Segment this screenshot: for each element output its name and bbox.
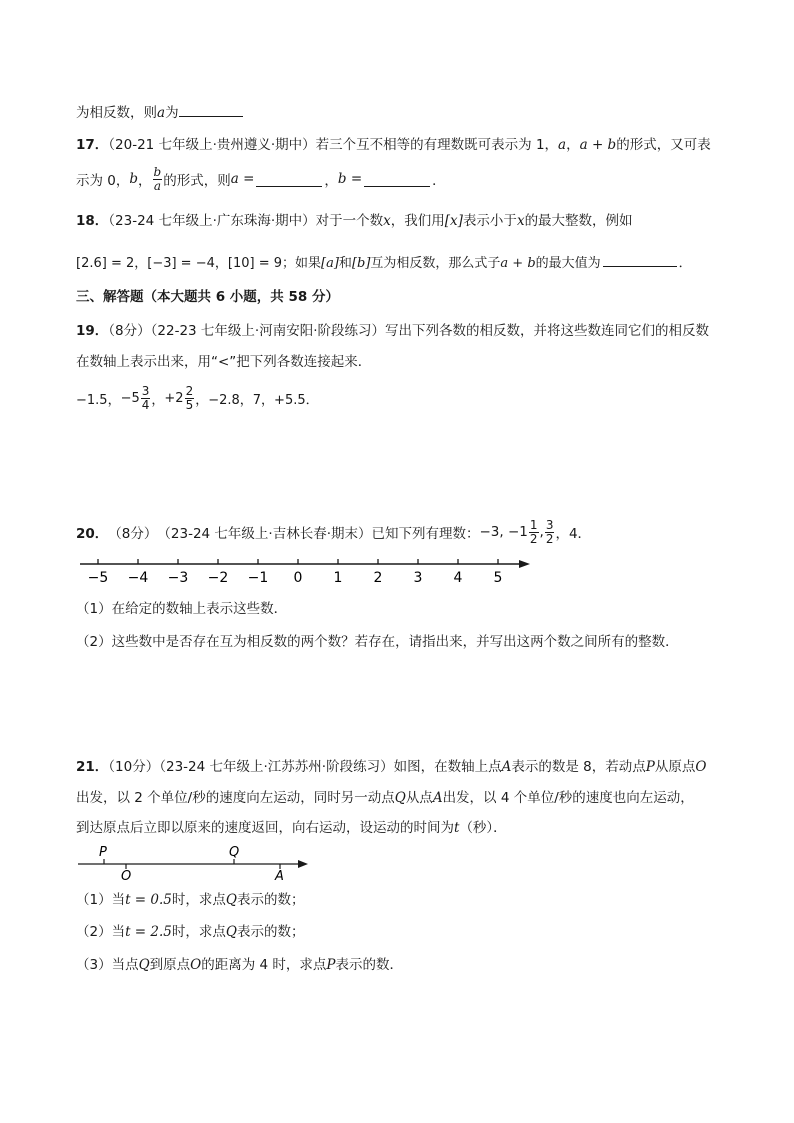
q21-label-a: A	[275, 869, 284, 884]
q17-text2: 的形式，又可表	[616, 137, 711, 153]
q20-tick-label: 2	[373, 570, 383, 586]
q20-tick-label: 5	[493, 570, 503, 586]
q19-numbers	[76, 381, 319, 415]
q19-number: 19．	[76, 323, 109, 339]
q19-line1	[76, 321, 709, 341]
q21-line1	[76, 757, 706, 777]
q20-source: （23-24 七年级上·吉林长春·期末）	[157, 526, 372, 542]
q17-text: 若三个互不相等的有理数既可表示为 1，	[315, 137, 559, 153]
q21-point-o: O	[695, 759, 707, 775]
q19-mixed-num3	[164, 385, 195, 412]
q21-number: 21．	[76, 759, 109, 775]
q20-tick-label: 4	[453, 570, 463, 586]
q16-tail	[76, 102, 243, 123]
q21-sub2-post2: 表示的数；	[236, 924, 305, 940]
q19-score: （8分）	[108, 323, 151, 339]
q21-label-o: O	[121, 869, 132, 884]
q17-blank-a[interactable]	[256, 172, 322, 187]
q17-blank-b[interactable]	[364, 172, 430, 187]
q20-sub1: （1）在给定的数轴上表示这些数．	[76, 601, 288, 617]
q19-num3-frac	[185, 385, 195, 412]
q20-text: 已知下列有理数：	[371, 526, 480, 542]
q21-sub1-pre: （1）当	[76, 892, 126, 908]
q18-text5: ；如果	[282, 256, 322, 271]
q18-text4: 的最大整数，例如	[524, 213, 633, 229]
q21-sub3-mid2: 的距离为 4 时，求点	[201, 957, 327, 973]
q18-text2: ，我们用	[390, 213, 445, 229]
q21-point-a2: A	[432, 790, 443, 806]
q21-text1b: 表示的数是 8，若动点	[511, 759, 646, 775]
q17-fraction-b-over-a	[153, 166, 163, 193]
q20-line1	[76, 515, 591, 549]
q18-bracket-a: [a]	[321, 256, 339, 271]
q19-line2: 在数轴上表示出来，用“<”把下列各数连接起来．	[76, 354, 372, 370]
q20-tick-label: −5	[87, 570, 109, 586]
q18-number: 18．	[76, 213, 109, 229]
q19-num3-numerator: 2	[185, 383, 194, 398]
q21-sub3-pre: （3）当点	[76, 957, 139, 973]
q17-line1	[76, 135, 711, 155]
q20-tick-labels	[88, 570, 503, 586]
q19-num2-whole: −5	[120, 390, 140, 406]
q18-var-x: x	[383, 213, 391, 229]
q20-ticks	[98, 559, 498, 564]
q17-frac-num: b	[153, 164, 162, 179]
q21-point-a: A	[501, 759, 512, 775]
q18-text6: 互为相反数，那么式子	[370, 256, 501, 271]
q18-bracket-b: [b]	[351, 256, 371, 271]
section-heading: 三、解答题（本大题共 6 小题，共 58 分）	[76, 289, 339, 305]
q19-num2-frac	[141, 385, 151, 412]
q17-b-eq: b =	[337, 171, 363, 187]
q21-text2b: 从点	[405, 790, 433, 806]
q16-tail-text: 为相反数，则	[76, 105, 157, 121]
q18-var-x2: x	[516, 213, 525, 229]
q18-and: 和	[338, 256, 352, 271]
q18-line2	[76, 252, 692, 274]
q17-comma2: ，	[138, 173, 152, 189]
q21-axis-arrow-icon	[298, 860, 308, 868]
q20-score: （8分）	[108, 526, 158, 542]
q20-frac2-num: 3	[545, 517, 554, 532]
q21-text1c: 从原点	[654, 759, 696, 775]
q21-sub1	[76, 890, 304, 910]
q21-sub3-q: Q	[138, 957, 150, 973]
q17-comma: ，	[566, 137, 580, 153]
q21-text3b: （秒）．	[459, 820, 507, 836]
q21-sub1-post2: 表示的数；	[236, 892, 305, 908]
q21-score: （10分）	[108, 759, 160, 775]
q19-num3-whole: +2	[164, 390, 184, 406]
q21-sub2-eq: t = 2.5	[125, 924, 172, 940]
q17-var-a: a	[558, 137, 567, 153]
q20-num1: −3, −1	[479, 524, 528, 540]
q16-answer-blank[interactable]	[179, 102, 243, 117]
q21-sub2-post: 时，求点	[171, 924, 226, 940]
q21-diagram	[74, 842, 314, 884]
q18-line1	[76, 211, 633, 231]
q20-tick-label: 3	[413, 570, 423, 586]
q20-tick-label: −4	[127, 570, 149, 586]
q20-frac1-den: 2	[529, 531, 538, 546]
q19-num1: −1.5，	[76, 392, 121, 408]
q19-source: （22-23 七年级上·河南安阳·阶段练习）	[150, 323, 385, 339]
q21-sub1-post: 时，求点	[171, 892, 226, 908]
q21-point-q: Q	[394, 790, 406, 806]
q17-source: （20-21 七年级上·贵州遵义·期中）	[108, 137, 316, 153]
q20-num4: ，4．	[555, 526, 592, 542]
q17-text4: 的形式，则	[163, 173, 231, 189]
q20-frac-half	[529, 519, 539, 546]
q21-point-p: P	[645, 759, 655, 775]
q17-frac-den: a	[153, 178, 161, 193]
q18-source: （23-24 七年级上·广东珠海·期中）	[108, 213, 316, 229]
q20-number-line[interactable]	[74, 554, 534, 586]
q19-mixed-num2	[121, 385, 152, 412]
q17-expr-apb: a + b	[579, 137, 617, 153]
q21-label-q: Q	[229, 845, 240, 860]
q20-frac2-den: 2	[545, 531, 554, 546]
q20-sub2: （2）这些数中是否存在互为相反数的两个数？若存在，请指出来，并写出这两个数之间所有的整数．	[76, 634, 679, 650]
q21-sub1-eq: t = 0.5	[125, 892, 172, 908]
q21-sub2-pre: （2）当	[76, 924, 126, 940]
q20-tick-label: 1	[333, 570, 343, 586]
q17-period: ．	[432, 173, 446, 189]
q19-num3-denominator: 5	[185, 397, 194, 412]
q16-tail-text2: 为	[165, 105, 179, 121]
q21-text3a: 到达原点后立即以原来的速度返回，向右运动，设运动的时间为	[76, 820, 454, 836]
q21-sub3-p: P	[326, 957, 336, 973]
q21-sub2	[76, 922, 304, 942]
q18-examples: [2.6] = 2，[−3] = −4，[10] = 9	[76, 256, 282, 271]
q21-sub3-mid: 到原点	[149, 957, 191, 973]
q21-text2a: 出发，以 2 个单位/秒的速度向左运动，同时另一动点	[76, 790, 395, 806]
q19-num2-numerator: 3	[141, 383, 150, 398]
q20-frac1-num: 1	[529, 517, 538, 532]
q20-number: 20．	[76, 526, 109, 542]
q17-number: 17．	[76, 137, 109, 153]
q17-var-b: b	[129, 171, 139, 187]
q18-text: 对于一个数	[315, 213, 384, 229]
q18-period: ．	[678, 256, 692, 271]
q18-text3: 表示小于	[462, 213, 517, 229]
q21-sub3-post: 表示的数．	[335, 957, 404, 973]
q21-label-p: P	[99, 845, 107, 860]
q20-comma: ,	[539, 524, 544, 540]
q21-line3	[76, 818, 507, 838]
q20-frac-three-halves	[545, 519, 555, 546]
q19-sep: ，	[151, 392, 165, 408]
q18-answer-blank[interactable]	[603, 252, 677, 267]
q21-text1a: 如图，在数轴上点	[393, 759, 502, 775]
q17-a-eq: a =	[230, 171, 255, 187]
q19-text: 写出下列各数的相反数，并将这些数连同它们的相反数	[385, 323, 709, 339]
q20-axis-arrow-icon	[519, 560, 530, 568]
q21-var-t: t	[454, 820, 460, 836]
q18-expr-apb: a + b	[500, 256, 536, 271]
q17-comma3: ，	[324, 173, 338, 189]
q21-source: （23-24 七年级上·江苏苏州·阶段练习）	[159, 759, 394, 775]
q21-text2c: 出发，以 4 个单位/秒的速度也向左运动，	[442, 790, 694, 806]
q21-sub3	[76, 955, 403, 975]
q17-line2	[76, 162, 446, 196]
q21-sub2-q: Q	[225, 924, 237, 940]
q21-sub3-o: O	[190, 957, 202, 973]
q19-num2-denominator: 4	[141, 397, 150, 412]
q21-sub1-q: Q	[225, 892, 237, 908]
q20-tick-label: −3	[167, 570, 189, 586]
q18-bracket-x: [x]	[444, 213, 463, 229]
q21-line2	[76, 788, 694, 808]
q18-text7: 的最大值为	[535, 256, 601, 271]
q20-tick-label: −1	[247, 570, 269, 586]
q16-var-a: a	[157, 105, 166, 121]
q17-text3: 示为 0，	[76, 173, 130, 189]
q20-tick-label: 0	[293, 570, 303, 586]
q20-tick-label: −2	[207, 570, 229, 586]
q19-num4-rest: ，−2.8，7，+5.5．	[195, 392, 319, 408]
